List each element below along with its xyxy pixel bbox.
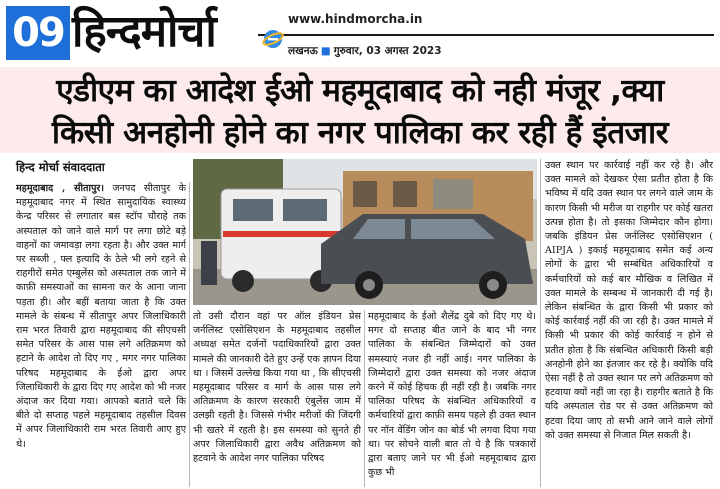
article-dateline: महमूदाबाद , सीतापुर। xyxy=(16,183,104,194)
website-link[interactable]: www.hindmorcha.in xyxy=(288,12,423,26)
masthead-divider xyxy=(258,34,714,36)
article-column-1 xyxy=(16,182,186,487)
internet-explorer-icon xyxy=(262,28,284,50)
city: लखनऊ xyxy=(288,45,318,57)
page-number: 09 xyxy=(6,6,70,60)
article-column-2: तो उसी दौरान वहां पर ऑल इंडियन प्रेस जर्नलिस्ट एसोसिएशन के महमूदाबाद तहसील अध्यक्ष समेत दर्जनों पदाधिकारियों द्वारा उक्त मामले की जानकारी देते हुए उन्हें एक ज्ञापन दिया था । जिसमें उल्लेख किया गया था , कि सीएचसी महमूदाबाद परिसर व मार्ग के आस पास लगे अतिक्रमण के कारण सरकारी एंबुलेंस जाम में उलझी रहती है। जिससे गंभीर मरीजों की जिंदगी भी खतरे में रहती है। इस समस्या को सुनते ही अपर जिलाधिकारी द्वारा अवैध अतिक्रमण को हटवाने के आदेश नगर पालिका परिषद xyxy=(193,311,361,465)
column-divider xyxy=(364,310,365,487)
headline xyxy=(10,70,710,154)
news-photo xyxy=(193,159,537,305)
column-divider xyxy=(189,182,190,487)
newspaper-title: हिन्दमोर्चा xyxy=(72,6,216,57)
masthead xyxy=(0,0,720,67)
headline-line-2: किसी अनहोनी होने का नगर पालिका कर रही हैं इंतजार xyxy=(51,115,669,151)
weekday: गुरुवार, xyxy=(333,45,363,57)
article-column-3: महमूदाबाद के ईओ शैलेंद्र दुबे को दिए गए थे। मगर दो सप्ताह बीत जाने के बाद भी नगर पालिका के संबन्धित जिम्मेदारों को उक्त समस्याएं नजर ही नहीं आई। नगर पालिका के जिम्मेदारों द्वारा उक्त समस्या को नजर अंदाज करने में कोई हिचक ही नहीं रही है। जबकि नगर पालिका परिषद के संबन्धित अधिकारियों व कर्मचारियों द्वारा काफ़ी समय पहले ही उक्त स्थान पर नॉन वेंडिंग जोन का बोर्ड भी लगवा दिया गया था। पर सोचने वाली बात तो ये है कि पत्रकारों द्वारा बताए जाने पर भी ईओ महमूदाबाद द्वारा कुछ भी xyxy=(368,311,536,479)
issue-date: 03 अगस्त 2023 xyxy=(366,45,442,57)
article-column-4: उक्त स्थान पर कार्रवाई नहीं कर रहे है। और उक्त मामले को देखकर ऐसा प्रतीत होता है कि भविष्य में यदि उक्त स्थान पर लगने वाले जाम के कारण किसी भी मरीज या राहगीर पर कोई खतरा उत्पन्न होता है। तो इसका जिम्मेदार कौन होगा। जबकि इंडियन प्रेस जर्नलिस्ट एसोसिएशन ( AIPJA ) इकाई महमूदाबाद समेत कई अन्य लोगों के द्वारा भी सम्बंधित अधिकारियों व कर्मचारियों को कई बार मौखिक व लिखित में उक्त मामले के सम्बन्ध में जानकारी दी गई है। लेकिन संबन्धित के द्वारा किसी भी प्रकार को कोई कार्रवाई नहीं की जा रही है। उक्त मामले में किसी भी प्रकार की कोई कार्रवाई न होने से प्रतीत होता है कि संबन्धित अधिकारी किसी बड़ी अनहोनी होने का इंतजार कर रहे है। क्योंकि यदि ऐसा नहीं है तो उक्त स्थान पर लगे अतिक्रमण को हटवाया क्यों नहीं जा रहा है। राहगीर बताते है कि यदि अस्पताल रोड पर से उक्त अतिक्रमण को हटवा दिया जाए तो सभी आने जाने वाले लोगों को उक्त समस्या से निजात मिल सकती है। xyxy=(545,160,713,441)
column-divider xyxy=(540,159,541,487)
headline-line-1: एडीएम का आदेश ईओ महमूदाबाद को नही मंजूर ,क्या xyxy=(56,73,664,109)
column-1-text: जनपद सीतापुर के महमूदाबाद नगर में स्थित सामुदायिक स्वास्थ्य केन्द्र परिसर से लगातार बस स्टॉप चौराहे तक अस्पताल को जाने वाले मार्ग पर लगा छोटे बड़े वाहनों का जमावड़ा लगा रहता है। और उक्त मार्ग पर सब्जी , फ्ल इत्यादि के ठेले भी लगे रहने से राहगीरों समेत एम्बुलेंस को अस्पताल तक जाने में काफ़ी समस्याओं का सामना कर के आना जाना पड़ता ही। और बहीं बताया जाता है कि उक्त मामले के संबन्ध में सीतापुर अपर जिलाधिकारी राम भरत तिवारी द्वारा महमूदाबाद की सीएचसी समेत परिसर के आस पास लगे अतिक्रमण को हटाने के आदेश तो दिए गए , मगर नगर पालिका परिषद महमूदाबाद के ईओ द्वारा अपर जिलाधिकारी के द्वारा दिए गए आदेश को भी नजर अंदाज कर दिया गया। आपको बताते चले कि बीते दो सप्ताह पहले महमूदाबाद तहसील दिवस में अपर जिलाधिकारी राम भरत तिवारी आए हुए थे। xyxy=(16,183,186,450)
byline: हिन्द मोर्चा संवाददाता xyxy=(16,160,105,174)
issue-dateline: लखनऊ ■ गुरुवार, 03 अगस्त 2023 xyxy=(288,45,442,57)
